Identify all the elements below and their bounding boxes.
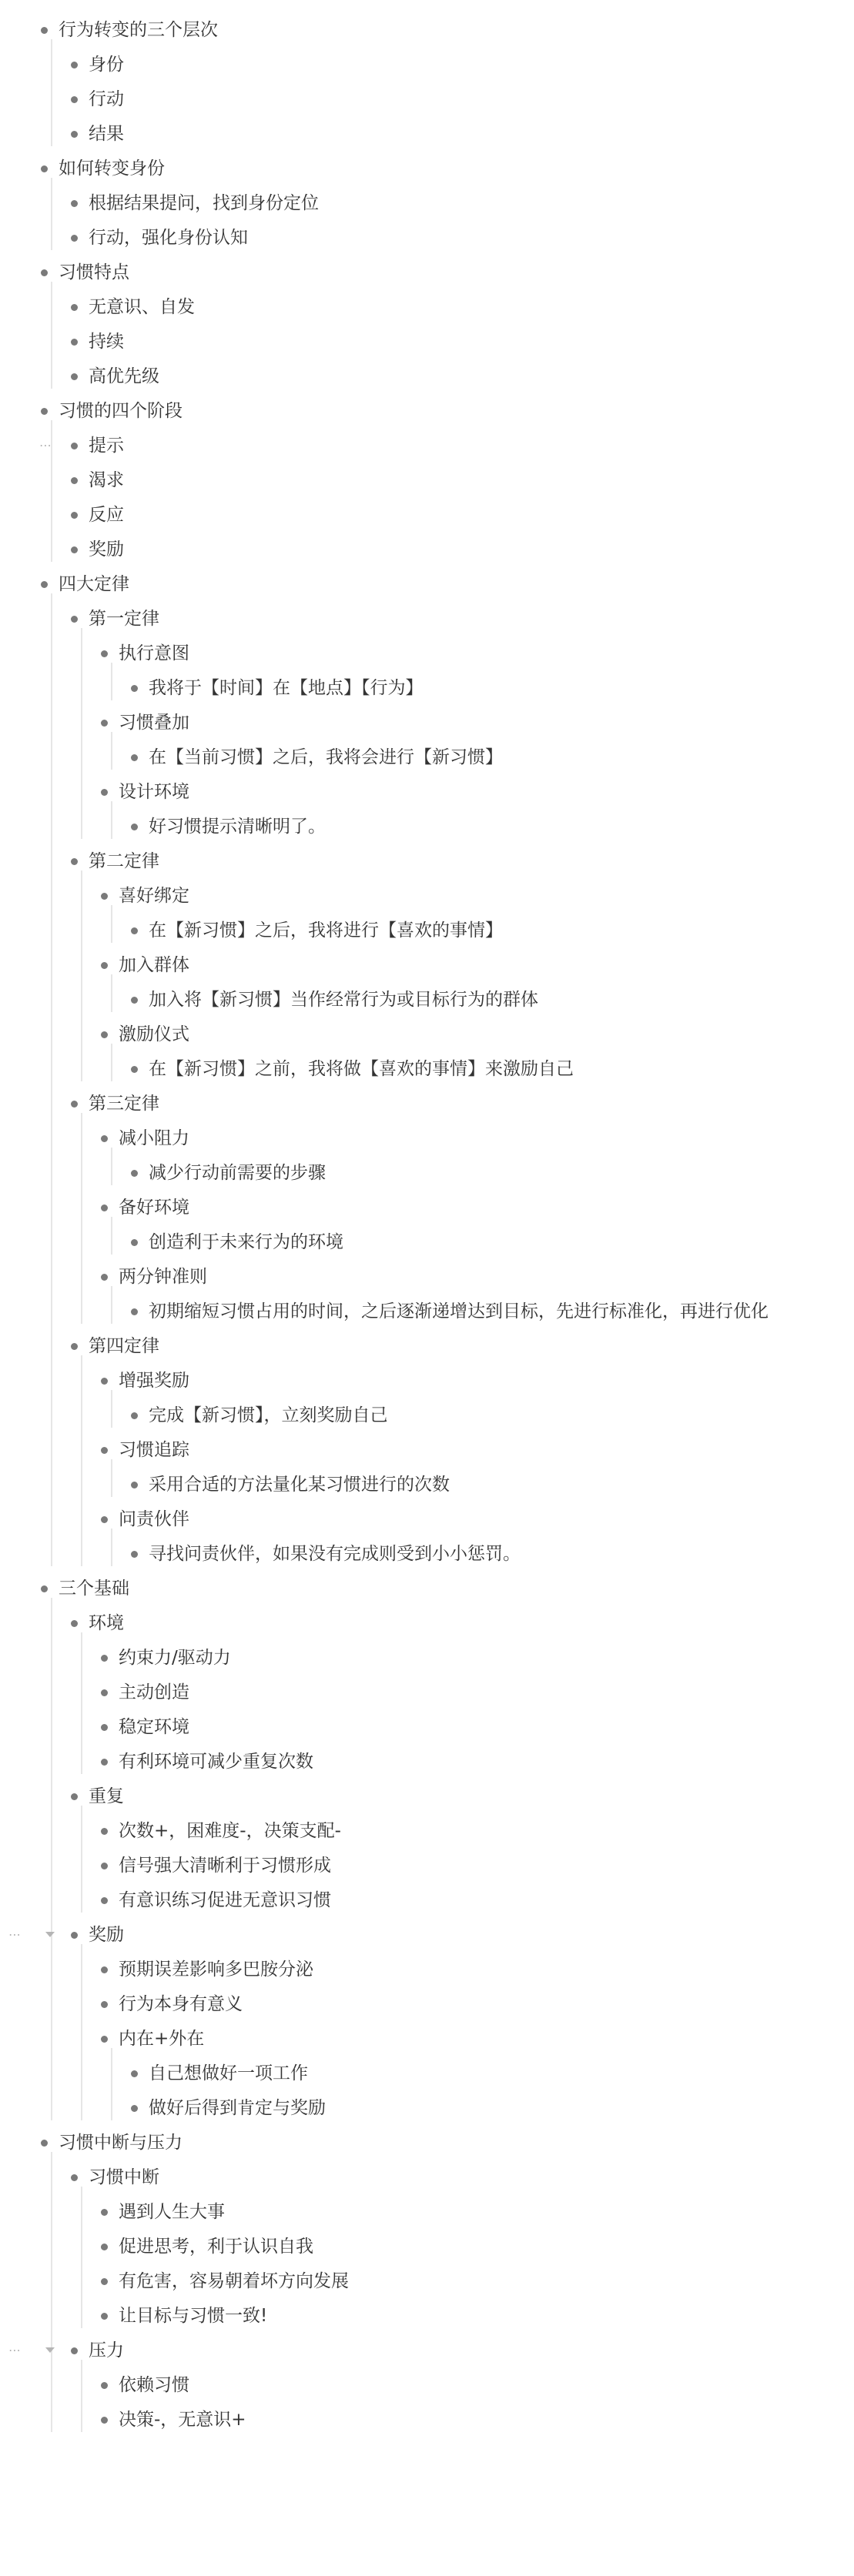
outline-item-text[interactable]: 行为转变的三个层次 (59, 20, 218, 40)
outline-item-text[interactable]: 习惯的四个阶段 (59, 401, 183, 421)
outline-item-text[interactable]: 我将于【时间】在【地点】【行为】 (149, 678, 424, 698)
bullet-dot-icon[interactable] (71, 235, 78, 242)
bullet-dot-icon[interactable] (131, 927, 138, 934)
outline-item-text[interactable]: 第一定律 (89, 609, 159, 629)
outline-item[interactable] (0, 1397, 854, 1432)
bullet-dot-icon[interactable] (131, 997, 138, 1004)
outline-item-text[interactable]: 加入群体 (119, 955, 189, 975)
bullet-dot-icon[interactable] (101, 1759, 108, 1766)
outline-item-text[interactable]: 执行意图 (119, 643, 189, 663)
outline-item[interactable] (0, 46, 854, 81)
bullet-dot-icon[interactable] (71, 304, 78, 311)
outline-item-text[interactable]: 无意识、自发 (89, 297, 195, 317)
bullet-dot-icon[interactable] (101, 893, 108, 900)
outline-item-text[interactable]: 身份 (89, 55, 124, 75)
outline-item-text[interactable]: 备好环境 (119, 1198, 189, 1218)
outline-item-text[interactable]: 创造利于未来行为的环境 (149, 1232, 343, 1252)
bullet-dot-icon[interactable] (131, 1170, 138, 1177)
outline-item[interactable] (0, 1258, 854, 1293)
outline-item[interactable] (0, 81, 854, 115)
bullet-dot-icon[interactable] (71, 1932, 78, 1939)
bullet-dot-icon[interactable] (41, 27, 48, 34)
outline-item[interactable] (0, 1224, 854, 1258)
outline-item[interactable] (0, 1120, 854, 1154)
outline-item[interactable] (0, 1501, 854, 1535)
outline-item[interactable] (0, 2228, 854, 2263)
bullet-dot-icon[interactable] (71, 616, 78, 623)
collapse-caret-icon[interactable] (45, 1932, 55, 1937)
outline-item-text[interactable]: 在【新习惯】之后，我将进行【喜欢的事情】 (149, 920, 503, 941)
outline-item[interactable] (0, 2367, 854, 2401)
bullet-dot-icon[interactable] (71, 1793, 78, 1800)
bullet-dot-icon[interactable] (71, 1620, 78, 1627)
outline-item[interactable] (0, 1085, 854, 1120)
outline-item[interactable] (0, 635, 854, 670)
outline-item[interactable] (0, 531, 854, 566)
bullet-dot-icon[interactable] (101, 789, 108, 796)
outline-item-text[interactable]: 奖励 (89, 1925, 124, 1945)
outline-item-text[interactable]: 问责伙伴 (119, 1509, 189, 1529)
outline-item[interactable] (0, 1293, 854, 1328)
outline-item-text[interactable]: 寻找问责伙伴，如果没有完成则受到小小惩罚。 (149, 1544, 521, 1564)
outline-item-text[interactable]: 遇到人生大事 (119, 2202, 225, 2222)
outline-item-text[interactable]: 第三定律 (89, 1094, 159, 1114)
outline-item-text[interactable]: 压力 (89, 2340, 124, 2360)
bullet-dot-icon[interactable] (131, 754, 138, 761)
outline-item-text[interactable]: 减少行动前需要的步骤 (149, 1163, 326, 1183)
outline-item-text[interactable]: 让目标与习惯一致! (119, 2306, 268, 2326)
outline-item[interactable] (0, 2401, 854, 2436)
bullet-dot-icon[interactable] (71, 443, 78, 449)
bullet-dot-icon[interactable] (131, 1308, 138, 1315)
outline-item[interactable] (0, 1709, 854, 1743)
outline-item-text[interactable]: 环境 (89, 1613, 124, 1633)
outline-item-text[interactable]: 第二定律 (89, 851, 159, 871)
outline-item[interactable] (0, 2090, 854, 2124)
outline-item[interactable] (0, 323, 854, 358)
outline-item-text[interactable]: 有意识练习促进无意识习惯 (119, 1890, 331, 1910)
bullet-dot-icon[interactable] (41, 2140, 48, 2147)
outline-item[interactable] (0, 1535, 854, 1570)
outline-item-text[interactable]: 有利环境可减少重复次数 (119, 1752, 313, 1772)
outline-item[interactable] (0, 843, 854, 877)
bullet-dot-icon[interactable] (101, 2313, 108, 2320)
outline-item-text[interactable]: 习惯叠加 (119, 713, 189, 733)
bullet-dot-icon[interactable] (41, 581, 48, 588)
outline-item[interactable] (0, 2263, 854, 2297)
bullet-dot-icon[interactable] (71, 858, 78, 865)
outline-item[interactable] (0, 808, 854, 843)
outline-item-text[interactable]: 习惯追踪 (119, 1440, 189, 1460)
bullet-dot-icon[interactable] (101, 650, 108, 657)
bullet-dot-icon[interactable] (101, 1724, 108, 1731)
outline-item[interactable] (0, 254, 854, 289)
outline-item[interactable] (0, 670, 854, 704)
outline-item[interactable] (0, 600, 854, 635)
outline-item-text[interactable]: 主动创造 (119, 1682, 189, 1702)
bullet-dot-icon[interactable] (101, 962, 108, 969)
outline-item-text[interactable]: 结果 (89, 124, 124, 144)
outline-item-text[interactable]: 决策-，无意识+ (119, 2410, 246, 2430)
outline-item-text[interactable]: 在【新习惯】之前，我将做【喜欢的事情】来激励自己 (149, 1059, 574, 1079)
outline-item[interactable] (0, 1605, 854, 1639)
outline-item-text[interactable]: 反应 (89, 505, 124, 525)
bullet-dot-icon[interactable] (131, 1551, 138, 1558)
bullet-dot-icon[interactable] (101, 2244, 108, 2250)
bullet-dot-icon[interactable] (101, 1274, 108, 1281)
outline-item-text[interactable]: 重复 (89, 1786, 124, 1806)
outline-item[interactable] (0, 912, 854, 947)
outline-item[interactable] (0, 947, 854, 981)
outline-item[interactable] (0, 2193, 854, 2228)
bullet-dot-icon[interactable] (41, 1585, 48, 1592)
bullet-dot-icon[interactable] (71, 1101, 78, 1108)
bullet-dot-icon[interactable] (101, 1655, 108, 1662)
outline-item[interactable] (0, 1674, 854, 1709)
outline-item-text[interactable]: 行动，强化身份认知 (89, 228, 248, 248)
outline-item-text[interactable]: 奖励 (89, 540, 124, 560)
outline-item[interactable] (0, 496, 854, 531)
outline-item[interactable] (0, 462, 854, 496)
outline-item-text[interactable]: 有危害，容易朝着坏方向发展 (119, 2271, 349, 2291)
bullet-dot-icon[interactable] (101, 1204, 108, 1211)
outline-item-text[interactable]: 第四定律 (89, 1336, 159, 1356)
outline-item[interactable] (0, 2124, 854, 2159)
outline-item-text[interactable]: 预期误差影响多巴胺分泌 (119, 1960, 313, 1980)
outline-item[interactable] (0, 1882, 854, 1916)
outline-item[interactable] (0, 1951, 854, 1986)
bullet-dot-icon[interactable] (101, 1966, 108, 1973)
outline-item-text[interactable]: 习惯特点 (59, 262, 129, 282)
outline-item[interactable] (0, 1432, 854, 1466)
outline-item[interactable] (0, 2159, 854, 2193)
bullet-dot-icon[interactable] (41, 165, 48, 172)
outline-item[interactable] (0, 427, 854, 462)
outline-item-text[interactable]: 提示 (89, 436, 124, 456)
bullet-dot-icon[interactable] (101, 2382, 108, 2389)
outline-item-text[interactable]: 初期缩短习惯占用的时间，之后逐渐递增达到目标，先进行标准化，再进行优化 (149, 1301, 769, 1321)
bullet-dot-icon[interactable] (131, 2105, 138, 2112)
outline-item[interactable] (0, 12, 854, 46)
bullet-dot-icon[interactable] (41, 408, 48, 415)
bullet-dot-icon[interactable] (101, 2278, 108, 2285)
bullet-dot-icon[interactable] (101, 1689, 108, 1696)
outline-item[interactable] (0, 1466, 854, 1501)
bullet-dot-icon[interactable] (131, 1066, 138, 1073)
outline-item-text[interactable]: 减小阻力 (119, 1128, 189, 1148)
bullet-dot-icon[interactable] (131, 1412, 138, 1419)
outline-item[interactable] (0, 739, 854, 773)
outline-item[interactable] (0, 2332, 854, 2367)
outline-item-text[interactable]: 行动 (89, 89, 124, 109)
outline-item-text[interactable]: 自己想做好一项工作 (149, 2063, 308, 2083)
outline-item[interactable] (0, 150, 854, 185)
outline-item-text[interactable]: 如何转变身份 (59, 159, 165, 179)
outline-item-text[interactable]: 在【当前习惯】之后，我将会进行【新习惯】 (149, 747, 503, 767)
outline-item-text[interactable]: 做好后得到肯定与奖励 (149, 2098, 326, 2118)
bullet-dot-icon[interactable] (71, 62, 78, 68)
outline-item-text[interactable]: 习惯中断 (89, 2167, 159, 2187)
outline-item-text[interactable]: 依赖习惯 (119, 2375, 189, 2395)
outline-item[interactable] (0, 1051, 854, 1085)
bullet-dot-icon[interactable] (101, 1863, 108, 1869)
outline-item[interactable] (0, 2055, 854, 2090)
outline-item-text[interactable]: 设计环境 (119, 782, 189, 802)
outline-item[interactable] (0, 1743, 854, 1778)
outline-item-text[interactable]: 习惯中断与压力 (59, 2133, 183, 2153)
outline-item-text[interactable]: 渴求 (89, 470, 124, 490)
bullet-dot-icon[interactable] (101, 1897, 108, 1904)
outline-item[interactable] (0, 2297, 854, 2332)
outline-item[interactable] (0, 773, 854, 808)
outline-item-text[interactable]: 内在+外在 (119, 2029, 205, 2049)
collapse-caret-icon[interactable] (45, 2347, 55, 2353)
bullet-dot-icon[interactable] (71, 477, 78, 484)
bullet-dot-icon[interactable] (101, 2036, 108, 2043)
outline-item[interactable] (0, 1778, 854, 1813)
outline-item[interactable] (0, 289, 854, 323)
bullet-dot-icon[interactable] (101, 1135, 108, 1142)
bullet-dot-icon[interactable] (131, 2070, 138, 2077)
outline-item[interactable] (0, 877, 854, 912)
outline-item[interactable] (0, 1362, 854, 1397)
outline-item-text[interactable]: 次数+，困难度-，决策支配- (119, 1821, 341, 1841)
bullet-dot-icon[interactable] (71, 200, 78, 207)
outline-item-text[interactable]: 激励仪式 (119, 1024, 189, 1044)
bullet-dot-icon[interactable] (101, 1378, 108, 1385)
outline-item-text[interactable]: 行为本身有意义 (119, 1994, 243, 2014)
outline-item-text[interactable]: 四大定律 (59, 574, 129, 594)
outline-item[interactable] (0, 393, 854, 427)
outline-item-text[interactable]: 高优先级 (89, 366, 159, 386)
bullet-dot-icon[interactable] (101, 720, 108, 727)
outline-item-text[interactable]: 完成【新习惯】，立刻奖励自己 (149, 1405, 388, 1425)
outline-item[interactable] (0, 1189, 854, 1224)
outline-item-text[interactable]: 稳定环境 (119, 1717, 189, 1737)
outline-item[interactable] (0, 1328, 854, 1362)
outline-item[interactable] (0, 1916, 854, 1951)
bullet-dot-icon[interactable] (101, 1516, 108, 1523)
outline-item-text[interactable]: 持续 (89, 332, 124, 352)
bullet-dot-icon[interactable] (71, 546, 78, 553)
outline-item-text[interactable]: 根据结果提问，找到身份定位 (89, 193, 319, 213)
bullet-dot-icon[interactable] (131, 1482, 138, 1488)
outline-item-text[interactable]: 两分钟准则 (119, 1267, 207, 1287)
outline-item-text[interactable]: 约束力/驱动力 (119, 1648, 231, 1668)
bullet-dot-icon[interactable] (101, 1447, 108, 1454)
outline-item[interactable] (0, 115, 854, 150)
outline-item[interactable] (0, 1570, 854, 1605)
bullet-dot-icon[interactable] (71, 96, 78, 103)
outline-item[interactable] (0, 1847, 854, 1882)
outline-item[interactable] (0, 1016, 854, 1051)
outline-item-text[interactable]: 信号强大清晰利于习惯形成 (119, 1856, 331, 1876)
outline-item[interactable] (0, 1154, 854, 1189)
outline-item[interactable] (0, 1813, 854, 1847)
bullet-dot-icon[interactable] (71, 131, 78, 138)
bullet-dot-icon[interactable] (71, 373, 78, 380)
bullet-dot-icon[interactable] (71, 512, 78, 519)
bullet-dot-icon[interactable] (71, 2347, 78, 2354)
outline-item-text[interactable]: 增强奖励 (119, 1371, 189, 1391)
more-options-icon[interactable]: ⋯ (8, 2343, 21, 2357)
outline-item[interactable] (0, 981, 854, 1016)
outline-item-text[interactable]: 好习惯提示清晰明了。 (149, 817, 326, 837)
bullet-dot-icon[interactable] (41, 269, 48, 276)
more-options-icon[interactable]: ⋯ (8, 1927, 21, 1942)
bullet-dot-icon[interactable] (101, 2209, 108, 2216)
outline-item[interactable] (0, 1639, 854, 1674)
outline-item-text[interactable]: 三个基础 (59, 1579, 129, 1599)
outline-item[interactable] (0, 566, 854, 600)
bullet-dot-icon[interactable] (71, 339, 78, 346)
more-options-icon[interactable]: ⋯ (39, 438, 52, 453)
bullet-dot-icon[interactable] (131, 685, 138, 692)
outline-item[interactable] (0, 185, 854, 219)
outline-item[interactable] (0, 219, 854, 254)
bullet-dot-icon[interactable] (101, 1828, 108, 1835)
outline-item-text[interactable]: 采用合适的方法量化某习惯进行的次数 (149, 1475, 450, 1495)
outline-item[interactable] (0, 358, 854, 393)
outline-item[interactable] (0, 1986, 854, 2020)
bullet-dot-icon[interactable] (71, 1343, 78, 1350)
bullet-dot-icon[interactable] (71, 2174, 78, 2181)
outline-item-text[interactable]: 促进思考，利于认识自我 (119, 2237, 313, 2257)
bullet-dot-icon[interactable] (101, 1031, 108, 1038)
bullet-dot-icon[interactable] (131, 824, 138, 830)
bullet-dot-icon[interactable] (131, 1239, 138, 1246)
outline-item-text[interactable]: 加入将【新习惯】当作经常行为或目标行为的群体 (149, 990, 538, 1010)
outline-item[interactable] (0, 704, 854, 739)
outline-item-text[interactable]: 喜好绑定 (119, 886, 189, 906)
outline-item[interactable] (0, 2020, 854, 2055)
bullet-dot-icon[interactable] (101, 2001, 108, 2008)
bullet-dot-icon[interactable] (101, 2417, 108, 2424)
